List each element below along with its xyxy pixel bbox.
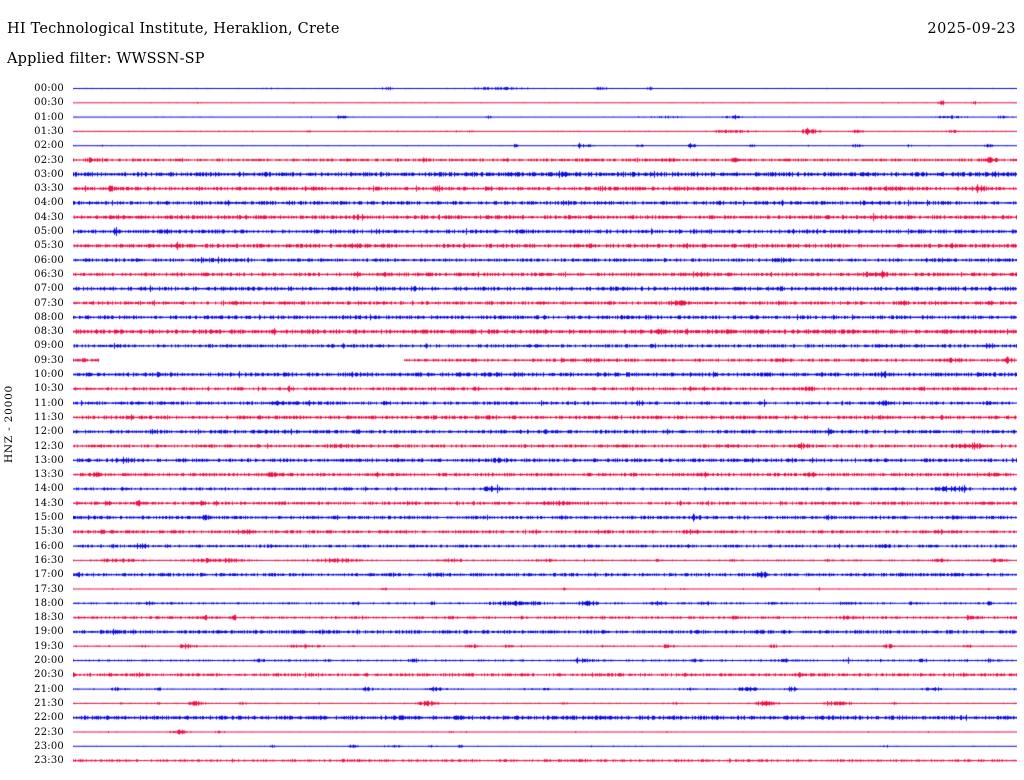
time-label: 00:30 <box>34 97 64 109</box>
seismogram-canvas <box>73 82 1017 772</box>
time-label: 13:30 <box>34 469 64 481</box>
time-label: 02:30 <box>34 154 64 166</box>
time-label: 08:00 <box>34 311 64 323</box>
time-label: 09:30 <box>34 354 64 366</box>
time-label: 17:30 <box>34 583 64 595</box>
time-label: 04:30 <box>34 211 64 223</box>
time-label: 15:00 <box>34 512 64 523</box>
time-label: 08:30 <box>34 326 64 338</box>
time-label: 03:30 <box>34 183 64 195</box>
time-label: 06:30 <box>34 268 64 280</box>
time-label: 11:00 <box>34 397 64 409</box>
time-label: 06:00 <box>34 254 64 266</box>
time-label: 14:30 <box>34 497 64 509</box>
time-label: 20:30 <box>34 669 64 681</box>
time-label: 16:00 <box>34 540 64 552</box>
channel-gain-label: HNZ - 20000 <box>3 384 15 464</box>
time-label: 22:30 <box>34 726 64 738</box>
time-label: 09:00 <box>34 340 64 352</box>
time-label: 05:30 <box>34 240 64 252</box>
time-label: 19:30 <box>34 640 64 652</box>
time-label: 11:30 <box>34 411 64 423</box>
time-label: 22:00 <box>34 712 64 724</box>
time-label: 20:00 <box>34 655 64 666</box>
time-label: 15:30 <box>34 526 64 538</box>
time-label: 14:00 <box>34 483 64 495</box>
time-label: 05:00 <box>34 226 64 237</box>
time-label: 17:00 <box>34 569 64 581</box>
time-label: 23:00 <box>34 740 64 752</box>
time-label: 02:00 <box>34 140 64 152</box>
time-label: 21:30 <box>34 697 64 709</box>
time-label: 13:00 <box>34 454 64 466</box>
time-label: 18:00 <box>34 597 64 609</box>
time-label: 10:00 <box>34 369 64 380</box>
time-label: 07:30 <box>34 297 64 309</box>
time-label: 01:30 <box>34 125 64 137</box>
time-label: 12:30 <box>34 440 64 452</box>
record-date: 2025-09-23 <box>927 21 1016 37</box>
applied-filter-label: Applied filter: WWSSN-SP <box>7 51 205 67</box>
station-title: HI Technological Institute, Heraklion, Crete <box>7 21 340 37</box>
time-label: 00:00 <box>34 83 64 94</box>
time-label: 10:30 <box>34 383 64 395</box>
time-label: 03:00 <box>34 168 64 180</box>
time-label: 01:00 <box>34 111 64 123</box>
time-label: 04:00 <box>34 197 64 209</box>
time-labels <box>0 0 64 780</box>
time-label: 23:30 <box>34 755 64 767</box>
time-label: 12:00 <box>34 426 64 438</box>
time-label: 21:00 <box>34 683 64 695</box>
time-label: 18:30 <box>34 612 64 624</box>
time-label: 19:00 <box>34 626 64 638</box>
time-label: 07:00 <box>34 283 64 295</box>
time-label: 16:30 <box>34 554 64 566</box>
